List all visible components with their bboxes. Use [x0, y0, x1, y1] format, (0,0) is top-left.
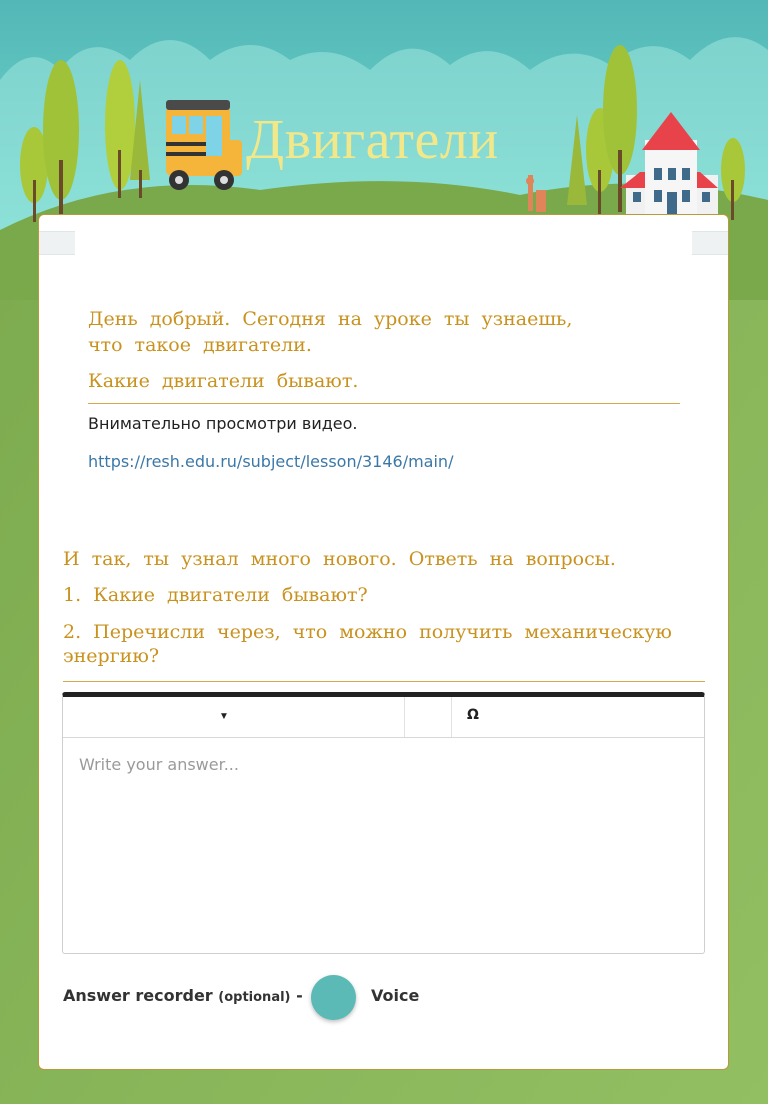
- question-1: 1. Какие двигатели бывают?: [63, 584, 368, 606]
- questions-divider: [63, 681, 705, 682]
- editor-toolbar: [63, 697, 704, 738]
- page-title: Двигатели: [246, 109, 499, 171]
- intro-divider: [88, 403, 680, 404]
- question-2: 2. Перечисли через, что можно получить механическую энергию?: [63, 621, 672, 667]
- toolbar-button[interactable]: [404, 697, 452, 737]
- tape-right-decoration: [692, 231, 728, 255]
- answer-editor: [62, 692, 705, 954]
- recorder-optional: (optional): [218, 990, 291, 1005]
- voice-record-button[interactable]: [311, 975, 356, 1020]
- answer-recorder-label: [63, 986, 303, 1005]
- voice-label: Voice: [371, 986, 420, 1005]
- tape-left-decoration: [39, 231, 75, 255]
- format-dropdown[interactable]: [63, 697, 405, 737]
- questions-lead: И так, ты узнал много нового. Ответь на вопросы.: [63, 548, 616, 570]
- recorder-dash: -: [296, 986, 303, 1005]
- video-instruction: Внимательно просмотри видео.: [88, 414, 358, 433]
- intro-greeting: День добрый. Сегодня на уроке ты узнаешь, что такое двигатели.: [88, 308, 573, 356]
- recorder-label: Answer recorder: [63, 986, 213, 1005]
- special-character-button[interactable]: Ω: [467, 707, 479, 723]
- intro-topic: Какие двигатели бывают.: [88, 370, 359, 392]
- caret-down-icon: ▼: [219, 711, 229, 722]
- lesson-link[interactable]: https://resh.edu.ru/subject/lesson/3146/main/: [88, 452, 454, 471]
- answer-input[interactable]: Write your answer...: [79, 755, 239, 774]
